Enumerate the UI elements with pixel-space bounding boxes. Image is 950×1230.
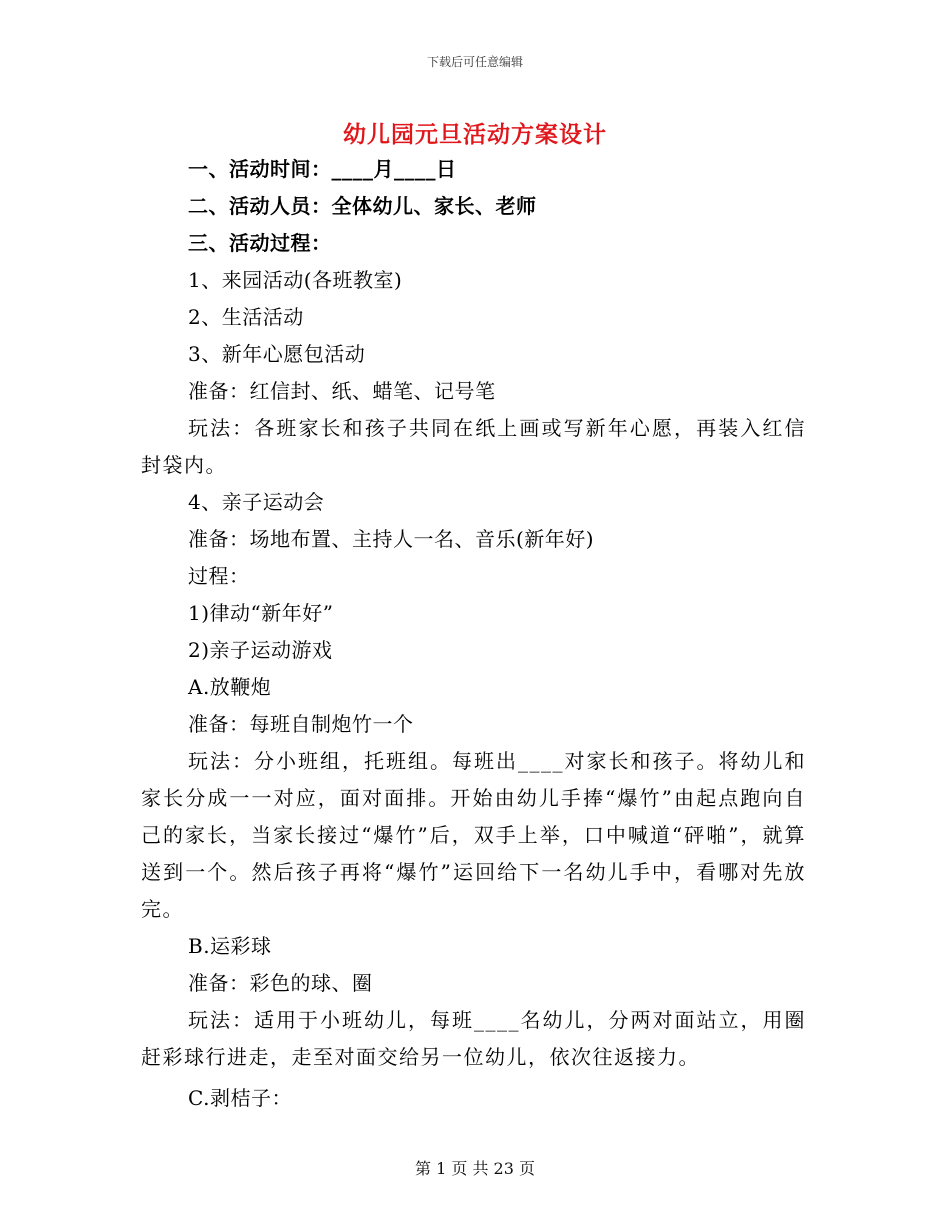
gameplay-paragraph: 玩法：分小班组，托班组。每班出____对家长和孩子。将幼儿和家长分成一一对应，面对面排。开始由幼儿手捧“爆竹”由起点跑向自己的家长，当家长接过“爆竹”后，双手上举，口中喊道“砰啪”，就算送到一个。然后孩子再将“爆竹”运回给下一名幼儿手中，看哪对先放完。	[141, 749, 806, 921]
list-item: 1、来园活动(各班教室)	[188, 268, 403, 292]
preparation-line: 准备：每班自制炮竹一个	[188, 712, 414, 736]
preparation-line: 准备：彩色的球、圈	[188, 971, 373, 995]
game-heading: A.放鞭炮	[188, 675, 272, 699]
section-process-heading: 三、活动过程：	[188, 231, 332, 255]
preparation-line: 准备：红信封、纸、蜡笔、记号笔	[188, 379, 496, 403]
header-note: 下载后可任意编辑	[426, 55, 523, 69]
gameplay-paragraph: 玩法：各班家长和孩子共同在纸上画或写新年心愿，再装入红信封袋内。	[141, 416, 806, 477]
page-footer: 第 1 页 共 23 页	[415, 1159, 535, 1178]
document-title: 幼儿园元旦活动方案设计	[343, 121, 607, 148]
list-item: 2)亲子运动游戏	[188, 638, 333, 662]
list-item: 3、新年心愿包活动	[188, 342, 366, 366]
list-item: 1)律动“新年好”	[188, 601, 334, 625]
list-item: 2、生活活动	[188, 305, 304, 329]
preparation-line: 准备：场地布置、主持人一名、音乐(新年好)	[188, 527, 595, 551]
gameplay-paragraph: 玩法：适用于小班幼儿，每班____名幼儿，分两对面站立，用圈赶彩球行进走，走至对面交给另一位幼儿，依次往返接力。	[141, 1008, 806, 1069]
list-item: 4、亲子运动会	[188, 490, 325, 514]
process-label: 过程：	[188, 564, 250, 588]
section-participants: 二、活动人员：全体幼儿、家长、老师	[188, 194, 537, 218]
section-activity-time: 一、活动时间：____月____日	[188, 157, 457, 181]
game-heading: C.剥桔子：	[188, 1086, 292, 1110]
game-heading: B.运彩球	[188, 934, 272, 958]
document-body	[141, 151, 806, 1117]
